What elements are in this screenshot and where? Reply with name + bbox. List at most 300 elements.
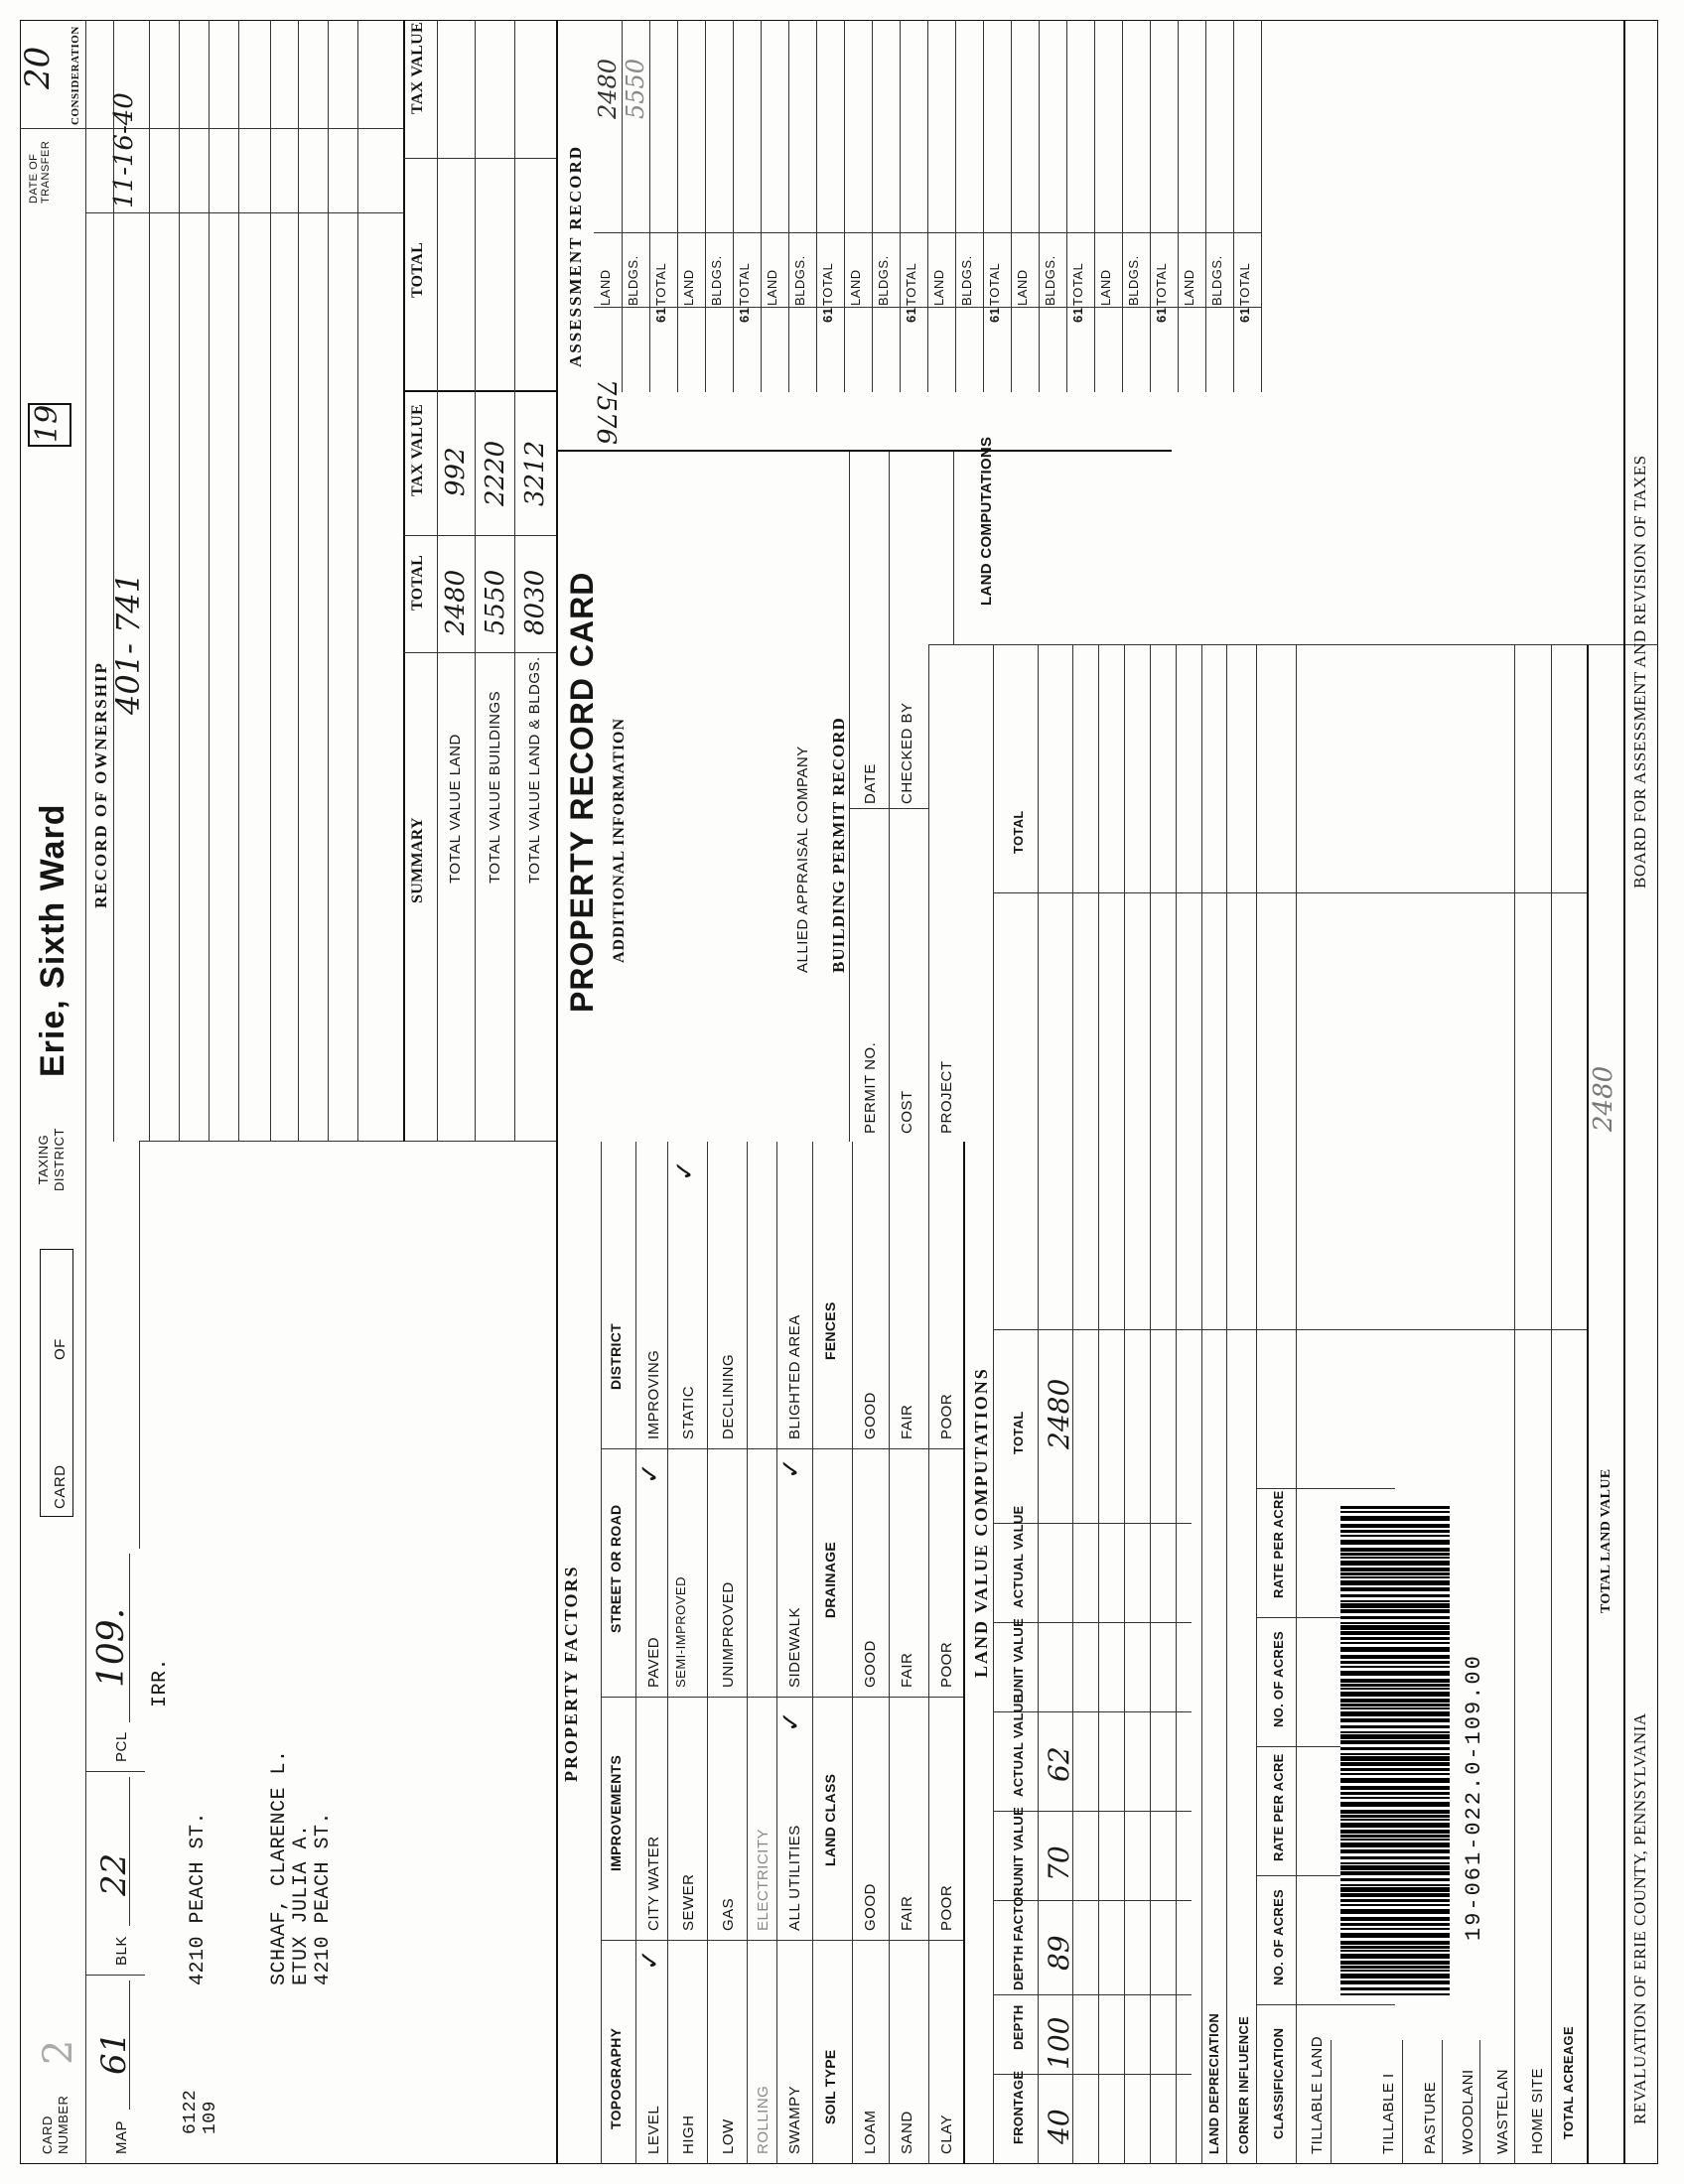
assessment-row-rule <box>1233 20 1234 392</box>
owner-etux: ETUX JULIA A. <box>290 1824 313 1985</box>
assessment-value-2: 5550 <box>622 58 649 119</box>
lv-depth-factor-value: 89 <box>1043 1935 1075 1971</box>
barcode-bar <box>1340 1835 1450 1838</box>
acre-head-rate-1: RATE PER ACRE <box>1271 1753 1286 1861</box>
assessment-row-rule <box>622 20 623 392</box>
assessment-row-rule <box>1205 20 1206 392</box>
barcode-bar <box>1340 1704 1450 1706</box>
footer-left: REVALUATION OF ERIE COUNTY, PENNSYLVANIA <box>1630 1712 1649 2124</box>
impr-all-utilities: ALL UTILITIES <box>786 1825 803 1931</box>
assessment-row-rule <box>761 20 762 392</box>
barcode-bar <box>1340 1802 1450 1807</box>
land-value-row-rule <box>1201 645 1202 2164</box>
col-topography: TOPOGRAPHY <box>608 2027 624 2129</box>
barcode-bar <box>1340 1731 1450 1733</box>
impr-electricity: ELECTRICITY <box>755 1828 772 1931</box>
land-value-row-rule <box>1176 645 1177 2164</box>
drainage-fair: FAIR <box>899 1652 915 1688</box>
land-value-row-rule <box>1124 645 1125 2164</box>
acre-row-rule-4 <box>1479 2040 1480 2164</box>
barcode-bar <box>1340 1642 1450 1644</box>
assessment-row-total: TOTAL <box>1154 262 1169 306</box>
permit-no-label: PERMIT NO. <box>862 1041 879 1134</box>
landclass-poor: POOR <box>938 1884 955 1931</box>
barcode-bar <box>1340 1747 1450 1750</box>
factors-row-6 <box>852 1142 853 2164</box>
assessment-row-rule <box>1011 20 1012 392</box>
permit-rule-1 <box>889 452 890 1142</box>
barcode-bar <box>1340 1637 1450 1640</box>
prc-title: PROPERTY RECORD CARD <box>564 571 600 1013</box>
summary-total-land: 2480 <box>441 569 471 635</box>
topo-swampy: SWAMPY <box>786 2085 803 2154</box>
assessment-code: 61 <box>987 307 1002 323</box>
acre-head-no-acres-2: NO. OF ACRES <box>1271 1630 1286 1727</box>
fences-header: FENCES <box>822 1301 838 1360</box>
summary-col-tax <box>403 535 556 536</box>
map-label: MAP <box>113 2119 130 2154</box>
acre-head-rate-2: RATE PER ACRE <box>1271 1490 1286 1598</box>
assessment-label-divider <box>594 307 1261 308</box>
acre-head-no-acres-1: NO. OF ACRES <box>1271 1888 1286 1985</box>
barcode-bar <box>1340 1961 1450 1965</box>
summary-label-total: TOTAL VALUE LAND & BLDGS. <box>526 656 543 884</box>
address-line: 4210 PEACH ST. <box>187 1811 210 1985</box>
assessment-row-rule <box>733 20 734 392</box>
barcode-bar <box>1340 1928 1450 1930</box>
barcode-bar <box>1340 1631 1450 1635</box>
barcode-bar <box>1340 1548 1450 1552</box>
barcode-text: 19-061-022.0-109.00 <box>1462 1654 1486 1941</box>
barcode-bar <box>1340 1609 1450 1613</box>
summary-label-buildings: TOTAL VALUE BUILDINGS <box>487 690 503 884</box>
assessment-value-divider <box>594 232 1261 233</box>
class-pasture: PASTURE <box>1422 2081 1439 2154</box>
barcode-bar <box>1340 1671 1450 1676</box>
barcode-bar <box>1340 1535 1450 1537</box>
lv-head-total-1: TOTAL <box>1011 1411 1026 1454</box>
lv-depth-value: 100 <box>1043 2016 1075 2070</box>
fences-good: GOOD <box>862 1392 879 1439</box>
assessment-row-bldgs: BLDGS. <box>792 255 807 306</box>
summary-total-all: 8030 <box>520 569 550 635</box>
acre-col-1 <box>1256 2004 1395 2005</box>
barcode-bar <box>1340 1622 1450 1624</box>
lv-head-actual-value-1: ACTUAL VALUE <box>1011 1694 1026 1797</box>
factors-col-2 <box>601 1697 963 1698</box>
barcode-bar <box>1340 1856 1450 1859</box>
soil-sand: SAND <box>899 2111 915 2154</box>
assessment-row-rule <box>816 20 817 392</box>
barcode-bar <box>1340 1815 1450 1818</box>
acre-row-rule-1 <box>1331 2040 1332 2164</box>
summary-total-header: TOTAL <box>409 554 426 611</box>
barcode-bar <box>1340 1580 1450 1585</box>
lv-head-depth-factor: DEPTH FACTOR <box>1011 1886 1026 1990</box>
fences-fair: FAIR <box>899 1404 915 1439</box>
lv-acre-head-rule <box>1296 645 1297 2164</box>
class-wasteland: WASTELAN <box>1494 2069 1511 2154</box>
lv-frontage-value: 40 <box>1043 2109 1075 2144</box>
code-line2: 109 <box>201 2101 220 2134</box>
barcode-bar <box>1340 1616 1450 1619</box>
assessment-code: 61 <box>653 307 668 323</box>
assessment-row-bldgs: BLDGS. <box>709 255 724 306</box>
factors-row-3 <box>747 1142 748 2164</box>
barcode-bar <box>1340 1909 1450 1914</box>
barcode-bar <box>1340 1540 1450 1545</box>
barcode-bar <box>1340 1954 1450 1959</box>
assessment-row-rule <box>1039 20 1040 392</box>
factors-row-4 <box>776 1142 777 2164</box>
ownership-col-date <box>85 212 403 213</box>
of-label: OF <box>52 1338 69 1360</box>
blk-underline <box>129 1777 130 1926</box>
assessment-row-rule <box>677 20 678 392</box>
lv-head-unit-value-2: UNIT VALUE <box>1011 1617 1026 1698</box>
summary-tax-all: 3212 <box>520 440 550 506</box>
drainage-header: DRAINAGE <box>822 1541 838 1618</box>
card-number-label: CARD NUMBER <box>40 2095 70 2154</box>
summary-tax-land: 992 <box>441 447 471 496</box>
checked-by-label: CHECKED BY <box>899 702 915 804</box>
assessment-row-land: LAND <box>1182 269 1196 306</box>
irr-note: IRR. <box>149 1657 172 1707</box>
assessment-row-total: TOTAL <box>653 262 668 306</box>
impr-sewer: SEWER <box>680 1873 697 1931</box>
district-title: Erie, Sixth Ward <box>34 803 71 1077</box>
assessment-row-total: TOTAL <box>820 262 835 306</box>
barcode-bar <box>1340 1786 1450 1790</box>
assessment-row-bldgs: BLDGS. <box>1209 255 1224 306</box>
cost-label: COST <box>899 1090 915 1134</box>
barcode-bar <box>1340 1819 1450 1821</box>
soil-clay: CLAY <box>938 2114 955 2154</box>
card-label: CARD <box>52 1464 69 1509</box>
summary-label-land: TOTAL VALUE LAND <box>447 734 464 884</box>
summary-col-total <box>403 652 556 653</box>
barcode-bar <box>1340 1792 1450 1795</box>
barcode-bar <box>1340 1950 1450 1952</box>
property-factors-title: PROPERTY FACTORS <box>561 1565 581 1782</box>
factors-col-3 <box>601 1448 963 1449</box>
barcode-bar <box>1340 1980 1450 1984</box>
factors-row-2 <box>707 1142 708 2164</box>
barcode-bar <box>1340 1647 1450 1652</box>
barcode-bar <box>1340 1661 1450 1664</box>
barcode-bar <box>1340 1970 1450 1972</box>
land-value-row-rule <box>1098 645 1099 2164</box>
total-acreage-rule <box>1587 645 1589 2164</box>
header-rule <box>85 20 86 2164</box>
lv-unit-value: 70 <box>1043 1845 1075 1881</box>
land-value-column-rule <box>993 1329 1587 1330</box>
footer-right: BOARD FOR ASSESSMENT AND REVISION OF TAXES <box>1630 455 1649 888</box>
barcode-bar <box>1340 1884 1450 1886</box>
barcode-bar <box>1340 1576 1450 1578</box>
check-static: ✓ <box>670 1160 700 1181</box>
barcode-bar <box>1340 1684 1450 1687</box>
lv-head-actual-value-2: ACTUAL VALUE <box>1011 1505 1026 1608</box>
lv-actual-value: 62 <box>1043 1746 1075 1782</box>
assessment-row-rule <box>955 20 956 392</box>
barcode-bar <box>1340 1506 1450 1509</box>
landclass-fair: FAIR <box>899 1895 915 1931</box>
barcode-bar <box>1340 1692 1450 1697</box>
barcode-bar <box>1340 1778 1450 1783</box>
land-class-header: LAND CLASS <box>822 1773 838 1866</box>
drainage-good: GOOD <box>862 1640 879 1688</box>
barcode-bar <box>1340 1946 1450 1949</box>
blk-label: BLK <box>113 1936 130 1966</box>
summary-row-3-rule <box>514 20 515 1142</box>
barcode-bar <box>1340 1740 1450 1744</box>
lv-head-unit-value-1: UNIT VALUE <box>1011 1806 1026 1886</box>
assessment-row-bldgs: BLDGS. <box>876 255 891 306</box>
blk-value: 22 <box>94 1852 134 1896</box>
topo-low: LOW <box>720 2118 737 2154</box>
land-value-title: LAND VALUE COMPUTATIONS <box>971 1367 991 1678</box>
assessment-row-land: LAND <box>931 269 946 306</box>
barcode-bar <box>1340 1899 1450 1902</box>
street-semi-improved: SEMI-IMPROVED <box>673 1576 688 1688</box>
summary-col-asmt-tax <box>403 158 556 159</box>
summary-tax-buildings: 2220 <box>481 440 510 506</box>
barcode-bar <box>1340 1718 1450 1722</box>
barcode-bar <box>1340 1768 1450 1771</box>
district-blighted: BLIGHTED AREA <box>786 1314 803 1439</box>
lv-dep-rule <box>1226 645 1227 2164</box>
barcode-bar <box>1340 1966 1450 1969</box>
fences-poor: POOR <box>938 1393 955 1439</box>
barcode-bar <box>1340 1553 1450 1556</box>
land-comp-top <box>953 452 954 645</box>
factors-top-rule <box>556 1142 558 2164</box>
summary-total-buildings: 5550 <box>481 569 510 635</box>
blk-divider <box>85 1771 145 1772</box>
barcode-bar <box>1340 1987 1450 1990</box>
barcode-bar <box>1340 1725 1450 1728</box>
assessment-code: 61 <box>1154 307 1169 323</box>
assessment-code: 61 <box>1237 307 1252 323</box>
barcode-bar <box>1340 1933 1450 1938</box>
col-street: STREET OR ROAD <box>608 1504 624 1633</box>
assessment-code: 61 <box>1070 307 1085 323</box>
barcode-bar <box>1340 1711 1450 1716</box>
barcode-bar <box>1340 1797 1450 1799</box>
lv-title-rule <box>993 645 994 2164</box>
deed-value: 401- 741 <box>109 572 147 715</box>
permit-rule-top <box>849 452 850 1142</box>
map-divider <box>85 1975 145 1976</box>
barcode-bar <box>1340 1839 1450 1841</box>
ownership-row-4 <box>238 20 239 1142</box>
impr-water: CITY WATER <box>645 1836 662 1931</box>
barcode-bar <box>1340 1655 1450 1659</box>
project-label: PROJECT <box>938 1060 955 1134</box>
assessment-row-total: TOTAL <box>1070 262 1085 306</box>
consideration-label: CONSIDERATION <box>70 26 81 125</box>
barcode-bar <box>1340 1707 1450 1709</box>
topo-rolling: ROLLING <box>755 2085 772 2154</box>
factors-row-7 <box>889 1142 890 2164</box>
barcode-bar <box>1340 1878 1450 1881</box>
assessment-row-rule <box>1122 20 1123 392</box>
barcode-bar <box>1340 1594 1450 1597</box>
barcode-bar <box>1340 1530 1450 1533</box>
total-land-value-label: TOTAL LAND VALUE <box>1599 1468 1614 1613</box>
date-label: DATE <box>862 763 879 804</box>
assessment-row-bldgs: BLDGS. <box>626 255 640 306</box>
summary-tax-header: TAX VALUE <box>409 404 426 496</box>
barcode-bar <box>1340 1572 1450 1575</box>
assessment-row-bldgs: BLDGS. <box>1126 255 1141 306</box>
summary-row-1-rule <box>437 20 438 1142</box>
total-acreage-label: TOTAL ACREAGE <box>1561 2026 1576 2139</box>
assessment-row-rule <box>649 20 650 392</box>
factors-row-8 <box>928 1142 929 2164</box>
street-paved: PAVED <box>645 1636 662 1688</box>
col-improvements: IMPROVEMENTS <box>608 1754 624 1871</box>
check-all-utilities: ✓ <box>776 1710 806 1732</box>
barcode-bar <box>1340 1871 1450 1875</box>
map-value: 61 <box>94 2031 134 2075</box>
assessment-code: 61 <box>820 307 835 323</box>
stamp-number: 7576 <box>591 378 621 445</box>
ownership-row-2 <box>179 20 180 1142</box>
barcode-bar <box>1340 1557 1450 1559</box>
assessment-code: 61 <box>904 307 918 323</box>
factors-row-1 <box>667 1142 668 2164</box>
barcode-bar <box>1340 1762 1450 1766</box>
total-land-value-amount: 2480 <box>1589 1065 1618 1132</box>
assessment-total-header: TOTAL <box>409 241 426 298</box>
barcode-bar <box>1340 1561 1450 1566</box>
barcode-bar <box>1340 1679 1450 1683</box>
owner-address: 4210 PEACH ST. <box>312 1811 335 1985</box>
lv-head-depth: DEPTH <box>1011 2004 1026 2050</box>
assessment-row-rule <box>844 20 845 392</box>
barcode-bar <box>1340 1516 1450 1521</box>
barcode-bar <box>1340 1893 1450 1897</box>
assessment-row-rule <box>788 20 789 392</box>
page-number: 19 <box>30 404 65 443</box>
assessment-row-rule <box>983 20 984 392</box>
barcode-bar <box>1340 1917 1450 1921</box>
district-improving: IMPROVING <box>645 1349 662 1439</box>
pcl-value: 109. <box>91 1607 132 1688</box>
impr-gas: GAS <box>720 1897 737 1931</box>
lv-head-total-2: TOTAL <box>1011 810 1026 854</box>
assessment-row-rule <box>1066 20 1067 392</box>
factors-col-1 <box>601 1940 963 1941</box>
barcode-bar <box>1340 1823 1450 1828</box>
topo-level: LEVEL <box>645 2105 662 2154</box>
land-depreciation-label: LAND DEPRECIATION <box>1206 2012 1221 2154</box>
summary-col-mid <box>403 390 556 392</box>
assessment-row-land: LAND <box>681 269 696 306</box>
assessment-row-land: LAND <box>598 269 613 306</box>
lv-header-rule <box>1038 645 1039 2164</box>
lv-head-frontage: FRONTAGE <box>1011 2070 1026 2144</box>
barcode-bar <box>1340 1756 1450 1761</box>
card-number-value: 2 <box>36 2039 81 2065</box>
barcode-bar <box>1340 1524 1450 1528</box>
corner-influence-label: CORNER INFLUENCE <box>1236 2015 1251 2154</box>
assessment-row-land: LAND <box>765 269 779 306</box>
assessment-row-rule <box>705 20 706 392</box>
assessment-row-rule <box>1261 20 1262 392</box>
barcode-bar <box>1340 1603 1450 1608</box>
assessment-row-total: TOTAL <box>987 262 1002 306</box>
barcode-bar <box>1340 1734 1450 1739</box>
barcode-bar <box>1340 1753 1450 1755</box>
class-home-site: HOME SITE <box>1529 2067 1546 2154</box>
taxing-district-label: TAXING DISTRICT <box>36 1128 67 1191</box>
ownership-col-consideration <box>20 128 403 129</box>
barcode-bar <box>1340 1688 1450 1690</box>
corner-number: 20 <box>18 46 58 89</box>
barcode-bar <box>1340 1625 1450 1630</box>
topo-high: HIGH <box>680 2115 697 2154</box>
assessment-row-rule <box>927 20 928 392</box>
barcode-bar <box>1340 1887 1450 1892</box>
land-value-row-rule <box>1150 645 1151 2164</box>
parcel-box-right <box>139 1141 556 1142</box>
acre-row-rule-5 <box>1514 645 1515 2164</box>
assessment-row-total: TOTAL <box>904 262 918 306</box>
assessment-row-bldgs: BLDGS. <box>1043 255 1057 306</box>
barcode-bar <box>1340 1773 1450 1775</box>
factors-bottom <box>963 1142 965 2164</box>
barcode <box>1340 1504 1450 1995</box>
assessment-tax-header: TAX VALUE <box>409 22 426 114</box>
barcode-bar <box>1340 1666 1450 1668</box>
barcode-bar <box>1340 1862 1450 1864</box>
ownership-row-5 <box>270 20 271 1142</box>
check-paved: ✓ <box>635 1462 665 1484</box>
district-static: STATIC <box>680 1385 697 1439</box>
assessment-row-land: LAND <box>1015 269 1030 306</box>
ownership-row-1 <box>149 20 150 1142</box>
record-ownership-title: RECORD OF OWNERSHIP <box>91 661 110 908</box>
ownership-row-3 <box>209 20 210 1142</box>
barcode-bar <box>1340 1993 1450 1995</box>
land-value-column-rule <box>993 892 1587 893</box>
barcode-bar <box>1340 1843 1450 1847</box>
barcode-bar <box>1340 1923 1450 1926</box>
factors-header-rule <box>601 1142 602 2164</box>
acre-row-rule-6 <box>1551 645 1552 2164</box>
ownership-row-7 <box>328 20 329 1142</box>
code-line1: 6122 <box>181 2089 201 2134</box>
col-district: DISTRICT <box>608 1323 624 1390</box>
date-transfer-label: DATE OF TRANSFER <box>28 140 52 204</box>
lv-corner-rule <box>1256 645 1257 2164</box>
assessment-row-land: LAND <box>848 269 863 306</box>
acre-row-rule-3 <box>1442 2040 1443 2164</box>
assessment-row-rule <box>1094 20 1095 392</box>
summary-bottom <box>556 20 558 1142</box>
ownership-row-6 <box>298 20 299 1142</box>
acre-col-5 <box>1256 1488 1395 1489</box>
owner-name: SCHAAF, CLARENCE L. <box>268 1749 291 1985</box>
soil-type-header: SOIL TYPE <box>822 2049 838 2124</box>
prc-right-border <box>556 450 1172 452</box>
check-sidewalk: ✓ <box>776 1457 806 1479</box>
check-level: ✓ <box>635 1949 665 1971</box>
land-value-column-rule <box>993 1994 1192 1995</box>
